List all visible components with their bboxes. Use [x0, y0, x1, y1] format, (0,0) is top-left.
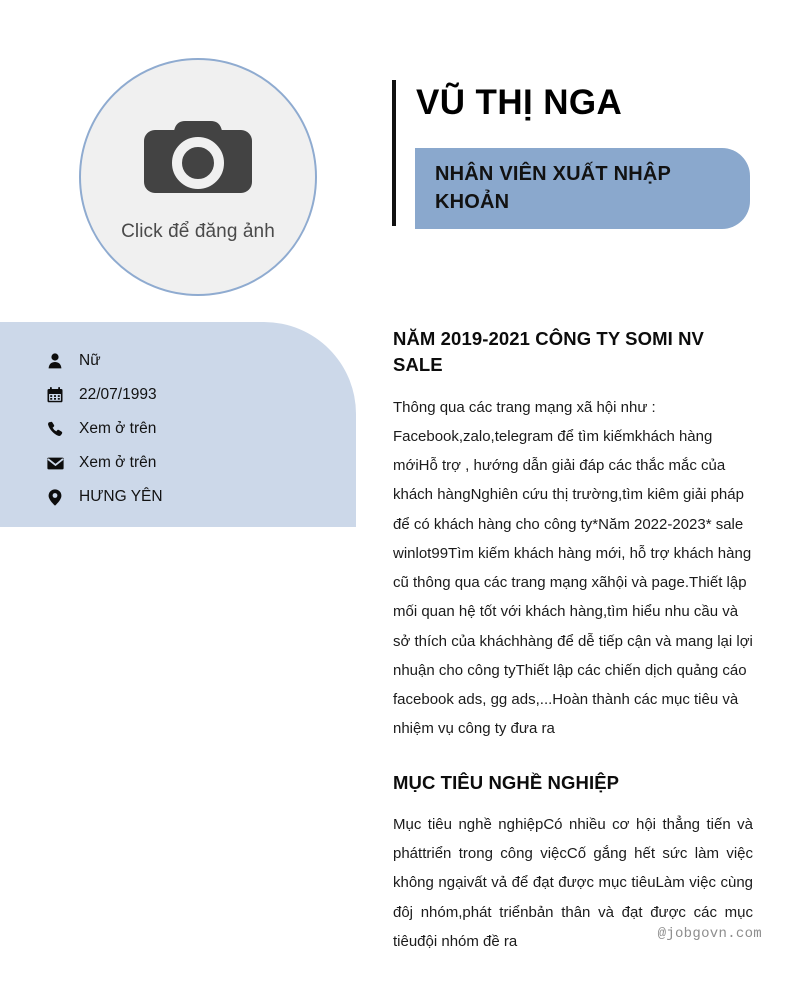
section-body: Mục tiêu nghề nghiệpCó nhiều cơ hội thẳng tiến và pháttriển trong công việcCố gắng hết sức làm việc không ngạivất vả để đạt được mục tiêuLàm việc cùng đôj nhóm,phát triểnbản thân và đạt được các mục tiêuđội nhóm đề ra	[393, 815, 753, 950]
photo-upload-circle[interactable]	[79, 58, 317, 296]
calendar-icon	[44, 387, 66, 403]
phone-icon	[44, 421, 66, 437]
info-row-email	[44, 446, 356, 480]
info-value: Nữ	[79, 352, 101, 370]
section-body: Thông qua các trang mạng xã hội như : Facebook,zalo,telegram để tìm kiếmkhách hàng mớiHỗ trợ , hướng dẫn giải đáp các thắc mắc của khách hàngNghiên cứu thị trường,tìm kiêm giải pháp để có khách hàng cho công ty*Năm 2022-2023* sale winlot99Tìm kiếm khách hàng mới, hỗ trợ khách hàng cũ thông qua các trang mạng xãhội và page.Thiết lập mối quan hệ tốt với khách hàng,tìm hiểu nhu cầu và sở thích của kháchhàng để dễ tiếp cận và mang lại lợi nhuận cho công tyThiết lập các chiến dịch quảng cáo facebook ads, gg ads,...Hoàn thành các mục tiêu và nhiệm vụ công ty đưa ra	[393, 398, 753, 738]
info-value: 22/07/1993	[79, 386, 157, 404]
envelope-icon	[44, 457, 66, 470]
photo-upload-area[interactable]	[79, 58, 317, 296]
camera-icon	[144, 119, 252, 208]
info-value: Xem ở trên	[79, 454, 157, 472]
photo-upload-label: Click để đăng ảnh	[121, 221, 275, 242]
section-title: NĂM 2019-2021 CÔNG TY SOMI NV SALE	[393, 328, 704, 376]
info-row-location	[44, 480, 356, 514]
header-accent-bar	[392, 80, 396, 226]
page-title: VŨ THỊ NGA	[416, 83, 623, 122]
info-row-phone	[44, 412, 356, 446]
info-row-gender	[44, 344, 356, 378]
cv-content	[393, 326, 753, 982]
personal-info-panel	[0, 322, 356, 527]
section-title: MỤC TIÊU NGHỀ NGHIỆP	[393, 771, 620, 793]
location-icon	[44, 489, 66, 506]
person-icon	[44, 353, 66, 369]
info-row-birthdate	[44, 378, 356, 412]
watermark: @jobgovn.com	[657, 926, 762, 942]
info-value: HƯNG YÊN	[79, 488, 163, 506]
job-title-badge: NHÂN VIÊN XUẤT NHẬP KHOẢN	[415, 148, 750, 229]
section-experience	[393, 326, 753, 744]
info-value: Xem ở trên	[79, 420, 157, 438]
